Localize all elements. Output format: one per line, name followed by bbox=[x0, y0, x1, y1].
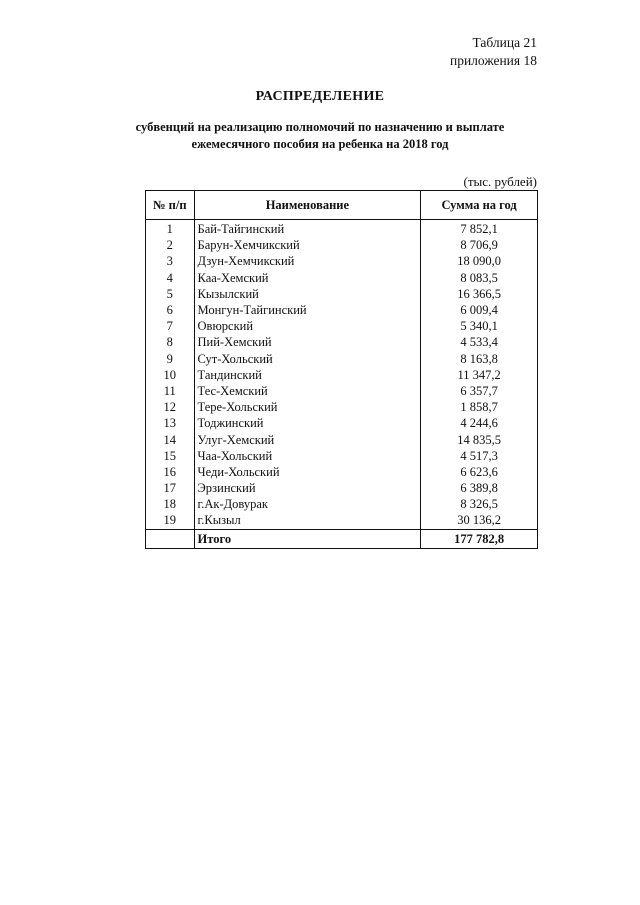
row-sum: 8 083,5 bbox=[421, 270, 538, 286]
table-row bbox=[146, 237, 538, 253]
row-name: Тандинский bbox=[194, 367, 421, 383]
row-name: Кызылский bbox=[194, 286, 421, 302]
row-sum: 18 090,0 bbox=[421, 253, 538, 269]
row-number: 1 bbox=[146, 220, 195, 238]
table-row bbox=[146, 431, 538, 447]
table-row bbox=[146, 480, 538, 496]
total-row bbox=[146, 529, 538, 548]
row-number: 12 bbox=[146, 399, 195, 415]
table-row bbox=[146, 399, 538, 415]
row-number: 7 bbox=[146, 318, 195, 334]
table-row bbox=[146, 448, 538, 464]
row-name: Дзун-Хемчикский bbox=[194, 253, 421, 269]
subtitle-line-2: ежемесячного пособия на ребенка на 2018 год bbox=[191, 137, 449, 151]
column-header-sum: Сумма на год bbox=[421, 191, 538, 220]
units-label: (тыс. рублей) bbox=[463, 174, 537, 189]
distribution-table bbox=[145, 190, 538, 549]
total-label: Итого bbox=[194, 529, 421, 548]
row-sum: 1 858,7 bbox=[421, 399, 538, 415]
row-name: Каа-Хемский bbox=[194, 270, 421, 286]
row-number: 15 bbox=[146, 448, 195, 464]
row-number: 18 bbox=[146, 496, 195, 512]
row-name: г.Кызыл bbox=[194, 512, 421, 529]
document-subtitle bbox=[0, 119, 640, 153]
row-name: Эрзинский bbox=[194, 480, 421, 496]
row-name: г.Ак-Довурак bbox=[194, 496, 421, 512]
row-name: Бай-Тайгинский bbox=[194, 220, 421, 238]
row-number: 17 bbox=[146, 480, 195, 496]
table-row bbox=[146, 270, 538, 286]
row-sum: 6 357,7 bbox=[421, 383, 538, 399]
row-name: Сут-Хольский bbox=[194, 351, 421, 367]
total-number-empty bbox=[146, 529, 195, 548]
row-number: 8 bbox=[146, 334, 195, 350]
table-row bbox=[146, 464, 538, 480]
row-name: Чаа-Хольский bbox=[194, 448, 421, 464]
row-sum: 6 389,8 bbox=[421, 480, 538, 496]
table-number: Таблица 21 bbox=[472, 35, 537, 50]
row-name: Тоджинский bbox=[194, 415, 421, 431]
table-header-row bbox=[146, 191, 538, 220]
appendix-number: приложения 18 bbox=[449, 53, 537, 68]
table-row bbox=[146, 496, 538, 512]
table-row bbox=[146, 334, 538, 350]
row-sum: 4 517,3 bbox=[421, 448, 538, 464]
row-number: 14 bbox=[146, 431, 195, 447]
table-row bbox=[146, 253, 538, 269]
document-title: РАСПРЕДЕЛЕНИЕ bbox=[255, 89, 385, 104]
row-sum: 8 163,8 bbox=[421, 351, 538, 367]
row-name: Тес-Хемский bbox=[194, 383, 421, 399]
row-name: Барун-Хемчикский bbox=[194, 237, 421, 253]
document-reference bbox=[450, 34, 537, 70]
row-number: 13 bbox=[146, 415, 195, 431]
row-number: 2 bbox=[146, 237, 195, 253]
row-name: Чеди-Хольский bbox=[194, 464, 421, 480]
table-row bbox=[146, 415, 538, 431]
row-sum: 4 533,4 bbox=[421, 334, 538, 350]
column-header-name: Наименование bbox=[194, 191, 421, 220]
row-sum: 30 136,2 bbox=[421, 512, 538, 529]
row-sum: 14 835,5 bbox=[421, 431, 538, 447]
row-name: Монгун-Тайгинский bbox=[194, 302, 421, 318]
row-name: Тере-Хольский bbox=[194, 399, 421, 415]
row-number: 6 bbox=[146, 302, 195, 318]
total-sum: 177 782,8 bbox=[421, 529, 538, 548]
row-number: 3 bbox=[146, 253, 195, 269]
table-row bbox=[146, 512, 538, 529]
table-row bbox=[146, 367, 538, 383]
table-row bbox=[146, 383, 538, 399]
row-name: Пий-Хемский bbox=[194, 334, 421, 350]
table-row bbox=[146, 286, 538, 302]
table-row bbox=[146, 318, 538, 334]
column-header-number: № п/п bbox=[146, 191, 195, 220]
row-number: 9 bbox=[146, 351, 195, 367]
row-name: Овюрский bbox=[194, 318, 421, 334]
row-number: 16 bbox=[146, 464, 195, 480]
table-body bbox=[146, 220, 538, 549]
row-number: 11 bbox=[146, 383, 195, 399]
row-number: 19 bbox=[146, 512, 195, 529]
row-sum: 8 326,5 bbox=[421, 496, 538, 512]
table-row bbox=[146, 220, 538, 238]
table-row bbox=[146, 351, 538, 367]
subtitle-line-1: субвенций на реализацию полномочий по назначению и выплате bbox=[135, 120, 505, 134]
row-sum: 11 347,2 bbox=[421, 367, 538, 383]
row-sum: 6 623,6 bbox=[421, 464, 538, 480]
row-sum: 16 366,5 bbox=[421, 286, 538, 302]
row-number: 10 bbox=[146, 367, 195, 383]
row-sum: 8 706,9 bbox=[421, 237, 538, 253]
row-number: 4 bbox=[146, 270, 195, 286]
row-sum: 7 852,1 bbox=[421, 220, 538, 238]
table-row bbox=[146, 302, 538, 318]
row-sum: 4 244,6 bbox=[421, 415, 538, 431]
row-number: 5 bbox=[146, 286, 195, 302]
row-sum: 6 009,4 bbox=[421, 302, 538, 318]
row-sum: 5 340,1 bbox=[421, 318, 538, 334]
row-name: Улуг-Хемский bbox=[194, 431, 421, 447]
